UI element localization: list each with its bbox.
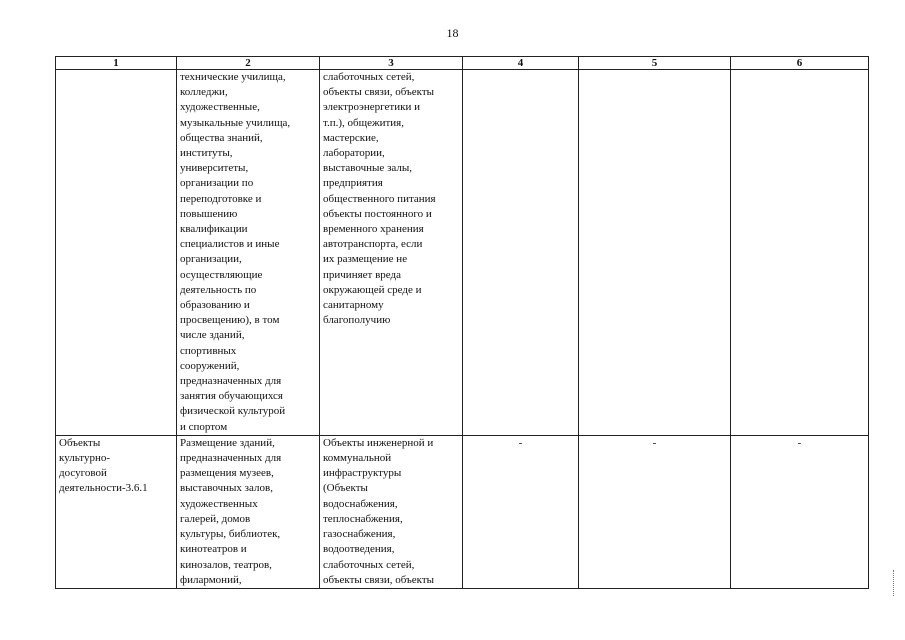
- cell-text-line: лаборатории,: [323, 147, 385, 160]
- column-header-5: 5: [579, 57, 731, 70]
- cell-text-line: деятельность по: [180, 283, 257, 296]
- cell-text-line: занятия обучающихся: [180, 390, 283, 403]
- cell-text-line: объекты постоянного и: [323, 207, 432, 220]
- cell-text-line: сооружений,: [180, 359, 240, 372]
- cell-text-line: галерей, домов: [180, 512, 251, 525]
- cell-text-line: коммунальной: [323, 452, 392, 465]
- cell-col-4: [463, 70, 579, 436]
- regulation-table: [55, 56, 869, 589]
- cell-text-line: их размещение не: [323, 253, 408, 266]
- cell-text-line: предприятия: [323, 177, 383, 190]
- cell-text-line: организации по: [180, 177, 254, 190]
- cell-text-line: и спортом: [180, 420, 228, 433]
- cell-text-line: слаботочных сетей,: [323, 558, 415, 571]
- cell-text-line: электроэнергетики и: [323, 101, 420, 114]
- cell-text-line: технические училища,: [180, 71, 286, 83]
- cell-text-line: числе зданий,: [180, 329, 245, 342]
- cell-text-line: инфраструктуры: [323, 467, 402, 480]
- cell-text-line: кинозалов, театров,: [180, 558, 272, 571]
- cell-text-line: колледжи,: [180, 86, 228, 99]
- cell-col-5: [579, 70, 731, 436]
- cell-permitted-use-description: [177, 70, 320, 436]
- cell-col-6: [731, 70, 869, 436]
- cell-text-line: размещения музеев,: [180, 467, 274, 480]
- cell-text-line: музыкальные училища,: [180, 116, 291, 129]
- column-header-4: 4: [463, 57, 579, 70]
- cell-text-line: просвещению), в том: [180, 314, 280, 327]
- cell-text-line: причиняет вреда: [323, 268, 401, 281]
- cell-text-line: филармоний,: [180, 573, 242, 586]
- column-header-2: 2: [177, 57, 320, 70]
- cell-text-line: окружающей среде и: [323, 283, 422, 296]
- cell-auxiliary-use: [320, 70, 463, 436]
- cell-text-line: общества знаний,: [180, 131, 263, 144]
- column-header-6: 6: [731, 57, 869, 70]
- cell-text-line: газоснабжения,: [323, 528, 396, 541]
- cell-text-line: выставочные залы,: [323, 162, 413, 175]
- table-row: [56, 435, 869, 588]
- cell-text-line: Размещение зданий,: [180, 436, 275, 449]
- cell-text-line: мастерские,: [323, 131, 379, 144]
- cell-text-line: образованию и: [180, 299, 250, 312]
- cell-col-4: -: [463, 435, 579, 588]
- cell-text-line: общественного питания: [323, 192, 436, 205]
- cell-text-line: повышению: [180, 207, 238, 220]
- table-row: [56, 70, 869, 436]
- cell-text-line: художественных: [180, 497, 258, 510]
- cell-col-5: -: [579, 435, 731, 588]
- page-number: 18: [446, 26, 459, 40]
- margin-scan-mark: [893, 570, 896, 596]
- table-header-row: [56, 57, 869, 70]
- cell-text-line: культуры, библиотек,: [180, 528, 281, 541]
- cell-land-use-type: [56, 435, 177, 588]
- cell-text-line: санитарному: [323, 299, 384, 312]
- cell-text-line: деятельности-3.6.1: [59, 482, 148, 495]
- cell-text-line: культурно-: [59, 452, 111, 465]
- cell-auxiliary-use: [320, 435, 463, 588]
- cell-permitted-use-description: [177, 435, 320, 588]
- cell-text-line: выставочных залов,: [180, 482, 273, 495]
- cell-text-line: благополучию: [323, 314, 391, 327]
- cell-text-line: объекты связи, объекты: [323, 86, 435, 99]
- cell-text-line: организации,: [180, 253, 242, 266]
- cell-text-line: университеты,: [180, 162, 249, 175]
- cell-text-line: водоотведения,: [323, 543, 395, 556]
- cell-text-line: переподготовке и: [180, 192, 262, 205]
- cell-text-line: водоснабжения,: [323, 497, 398, 510]
- cell-text-line: кинотеатров и: [180, 543, 247, 556]
- cell-text-line: временного хранения: [323, 223, 424, 236]
- cell-text-line: досуговой: [59, 467, 107, 480]
- cell-text-line: институты,: [180, 147, 233, 160]
- cell-text-line: теплоснабжения,: [323, 512, 403, 525]
- cell-col-6: -: [731, 435, 869, 588]
- cell-text-line: слаботочных сетей,: [323, 71, 415, 83]
- cell-text-line: спортивных: [180, 344, 237, 357]
- cell-text-line: предназначенных для: [180, 375, 282, 388]
- cell-text-line: квалификации: [180, 223, 248, 236]
- cell-text-line: (Объекты: [323, 482, 368, 495]
- cell-text-line: предназначенных для: [180, 452, 282, 465]
- cell-text-line: специалистов и иные: [180, 238, 280, 251]
- column-header-1: 1: [56, 57, 177, 70]
- cell-land-use-type: [56, 70, 177, 436]
- cell-text-line: художественные,: [180, 101, 260, 114]
- cell-text-line: Объекты: [59, 436, 101, 449]
- cell-text-line: физической культурой: [180, 405, 286, 418]
- cell-text-line: т.п.), общежития,: [323, 116, 404, 129]
- column-header-3: 3: [320, 57, 463, 70]
- cell-text-line: автотранспорта, если: [323, 238, 423, 251]
- cell-text-line: объекты связи, объекты: [323, 573, 435, 586]
- cell-text-line: Объекты инженерной и: [323, 436, 434, 449]
- cell-text-line: осуществляющие: [180, 268, 263, 281]
